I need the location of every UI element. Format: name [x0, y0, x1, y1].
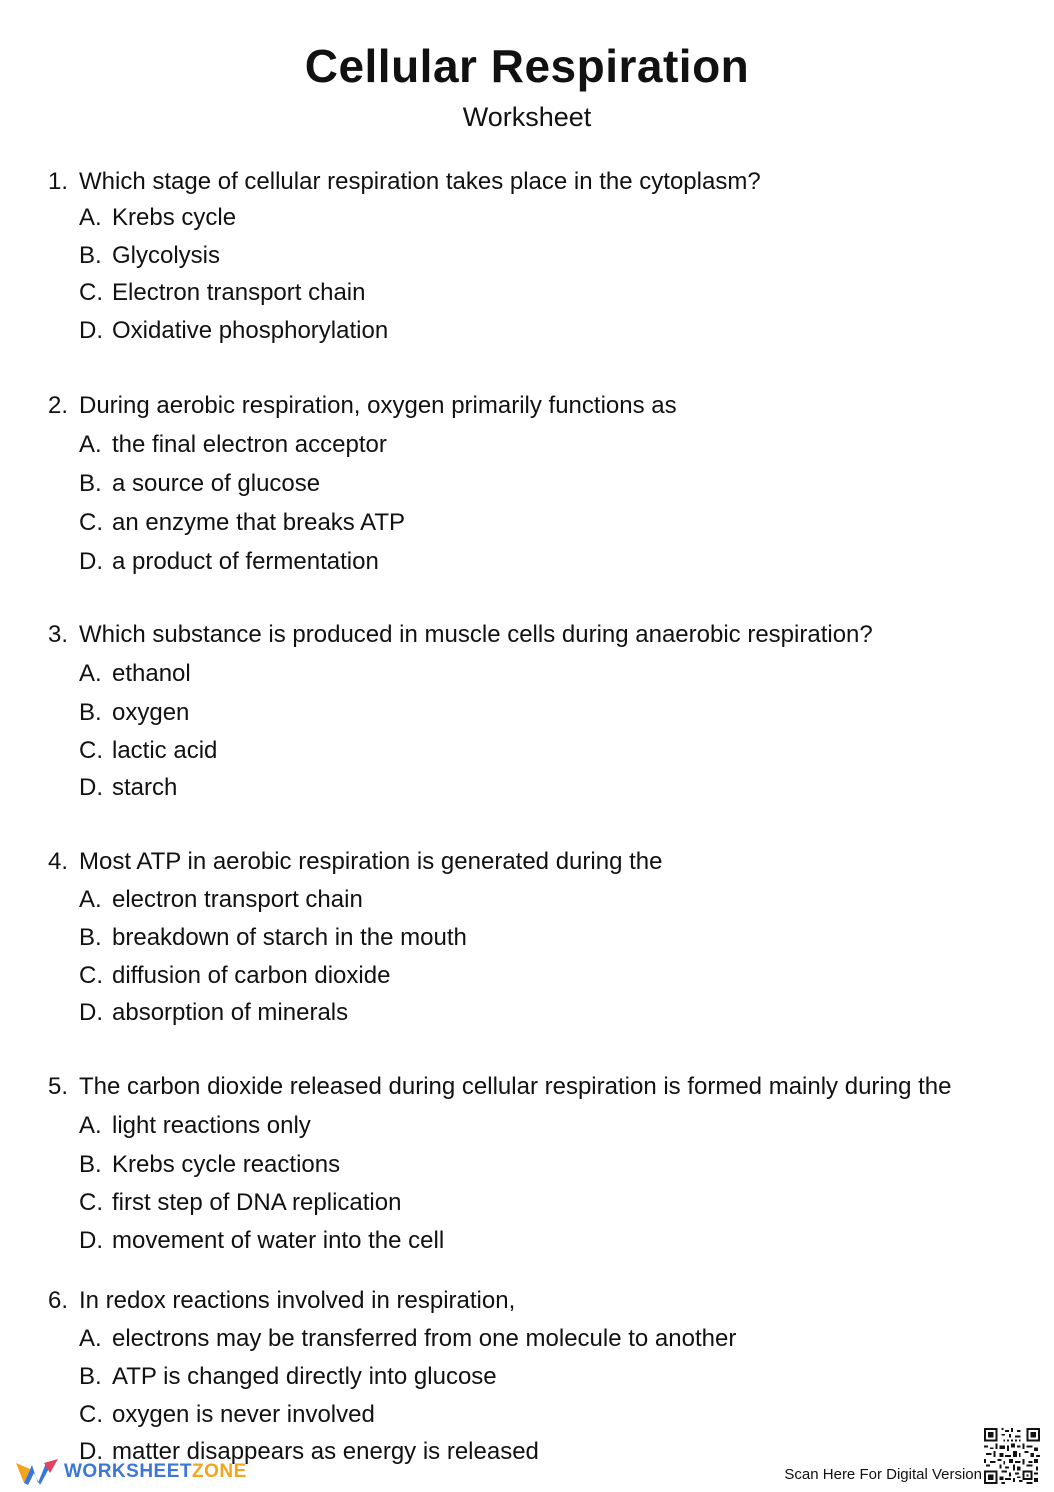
- option-letter: B.: [79, 924, 102, 951]
- option-letter: D.: [79, 1227, 103, 1254]
- question-prompt: The carbon dioxide released during cellular respiration is formed mainly during the: [79, 1073, 952, 1100]
- page-subtitle: Worksheet: [462, 102, 592, 132]
- option-text: a source of glucose: [112, 470, 321, 497]
- option-a[interactable]: [79, 885, 363, 915]
- option-b[interactable]: [79, 469, 320, 499]
- option-letter: A.: [79, 1112, 102, 1139]
- option-letter: A.: [79, 660, 102, 687]
- option-letter: C.: [79, 737, 103, 764]
- question-text: [48, 620, 873, 650]
- option-text: ATP is changed directly into glucose: [112, 1363, 497, 1390]
- option-b[interactable]: [79, 241, 220, 271]
- brand-name-part2: ZONE: [192, 1461, 247, 1482]
- option-letter: D.: [79, 774, 103, 801]
- option-c[interactable]: [79, 278, 365, 308]
- option-text: the final electron acceptor: [112, 431, 387, 458]
- option-b[interactable]: [79, 1150, 340, 1180]
- option-letter: B.: [79, 699, 102, 726]
- option-c[interactable]: [79, 736, 217, 766]
- option-text: starch: [112, 774, 178, 801]
- option-letter: C.: [79, 279, 103, 306]
- question-prompt: Which stage of cellular respiration takes place in the cytoplasm?: [79, 168, 761, 195]
- option-letter: D.: [79, 1438, 103, 1465]
- option-text: Glycolysis: [112, 242, 221, 269]
- option-letter: B.: [79, 1151, 102, 1178]
- option-b[interactable]: [79, 1362, 497, 1392]
- option-d[interactable]: [79, 316, 388, 346]
- question-prompt: In redox reactions involved in respiration,: [79, 1287, 516, 1314]
- option-text: diffusion of carbon dioxide: [112, 962, 391, 989]
- option-text: an enzyme that breaks ATP: [112, 509, 406, 536]
- question-number: 5.: [48, 1073, 69, 1100]
- option-c[interactable]: [79, 961, 390, 991]
- option-c[interactable]: [79, 1400, 375, 1430]
- question-text: [48, 1286, 515, 1316]
- question-number: 1.: [48, 168, 69, 195]
- question-text: [48, 1072, 951, 1102]
- worksheetzone-logo-icon: [14, 1457, 60, 1487]
- option-letter: D.: [79, 999, 103, 1026]
- option-d[interactable]: [79, 1226, 444, 1256]
- option-d[interactable]: [79, 998, 348, 1028]
- option-b[interactable]: [79, 698, 189, 728]
- option-letter: A.: [79, 1325, 102, 1352]
- option-text: electrons may be transferred from one molecule to another: [112, 1325, 737, 1352]
- question-number: 2.: [48, 392, 69, 419]
- option-text: first step of DNA replication: [112, 1189, 402, 1216]
- question-number: 4.: [48, 848, 69, 875]
- option-a[interactable]: [79, 1111, 311, 1141]
- option-a[interactable]: [79, 659, 191, 689]
- option-text: ethanol: [112, 660, 191, 687]
- footer: [0, 1450, 1054, 1492]
- option-letter: B.: [79, 242, 102, 269]
- option-letter: C.: [79, 1401, 103, 1428]
- option-text: Electron transport chain: [112, 279, 366, 306]
- option-d[interactable]: [79, 773, 177, 803]
- option-c[interactable]: [79, 1188, 401, 1218]
- option-d[interactable]: [79, 547, 379, 577]
- option-letter: D.: [79, 548, 103, 575]
- option-text: matter disappears as energy is released: [112, 1438, 539, 1465]
- question-text: [48, 847, 662, 877]
- question-number: 3.: [48, 621, 69, 648]
- option-letter: A.: [79, 204, 102, 231]
- option-letter: B.: [79, 1363, 102, 1390]
- option-text: absorption of minerals: [112, 999, 349, 1026]
- option-b[interactable]: [79, 923, 467, 953]
- option-text: a product of fermentation: [112, 548, 379, 575]
- qr-code-icon[interactable]: [984, 1428, 1040, 1484]
- question-prompt: Most ATP in aerobic respiration is generated during the: [79, 848, 663, 875]
- option-a[interactable]: [79, 203, 236, 233]
- scan-instruction: Scan Here For Digital Version: [784, 1466, 982, 1483]
- option-letter: C.: [79, 1189, 103, 1216]
- option-letter: B.: [79, 470, 102, 497]
- option-text: light reactions only: [112, 1112, 311, 1139]
- brand-logo[interactable]: [14, 1456, 247, 1488]
- option-a[interactable]: [79, 430, 387, 460]
- question-text: [48, 391, 677, 421]
- option-text: breakdown of starch in the mouth: [112, 924, 467, 951]
- question-prompt: During aerobic respiration, oxygen primarily functions as: [79, 392, 677, 419]
- option-text: oxygen is never involved: [112, 1401, 375, 1428]
- option-c[interactable]: [79, 508, 405, 538]
- page-title: Cellular Respiration: [304, 40, 750, 92]
- option-a[interactable]: [79, 1324, 736, 1354]
- option-text: oxygen: [112, 699, 190, 726]
- option-letter: D.: [79, 317, 103, 344]
- question-number: 6.: [48, 1287, 69, 1314]
- question-prompt: Which substance is produced in muscle cells during anaerobic respiration?: [79, 621, 873, 648]
- brand-name: [64, 1461, 247, 1483]
- option-text: electron transport chain: [112, 886, 363, 913]
- option-letter: A.: [79, 886, 102, 913]
- option-letter: C.: [79, 509, 103, 536]
- brand-name-part1: WORKSHEET: [64, 1461, 192, 1482]
- option-text: Oxidative phosphorylation: [112, 317, 389, 344]
- option-letter: A.: [79, 431, 102, 458]
- option-text: movement of water into the cell: [112, 1227, 445, 1254]
- option-letter: C.: [79, 962, 103, 989]
- option-text: Krebs cycle reactions: [112, 1151, 341, 1178]
- question-text: [48, 167, 761, 197]
- option-text: Krebs cycle: [112, 204, 237, 231]
- option-text: lactic acid: [112, 737, 218, 764]
